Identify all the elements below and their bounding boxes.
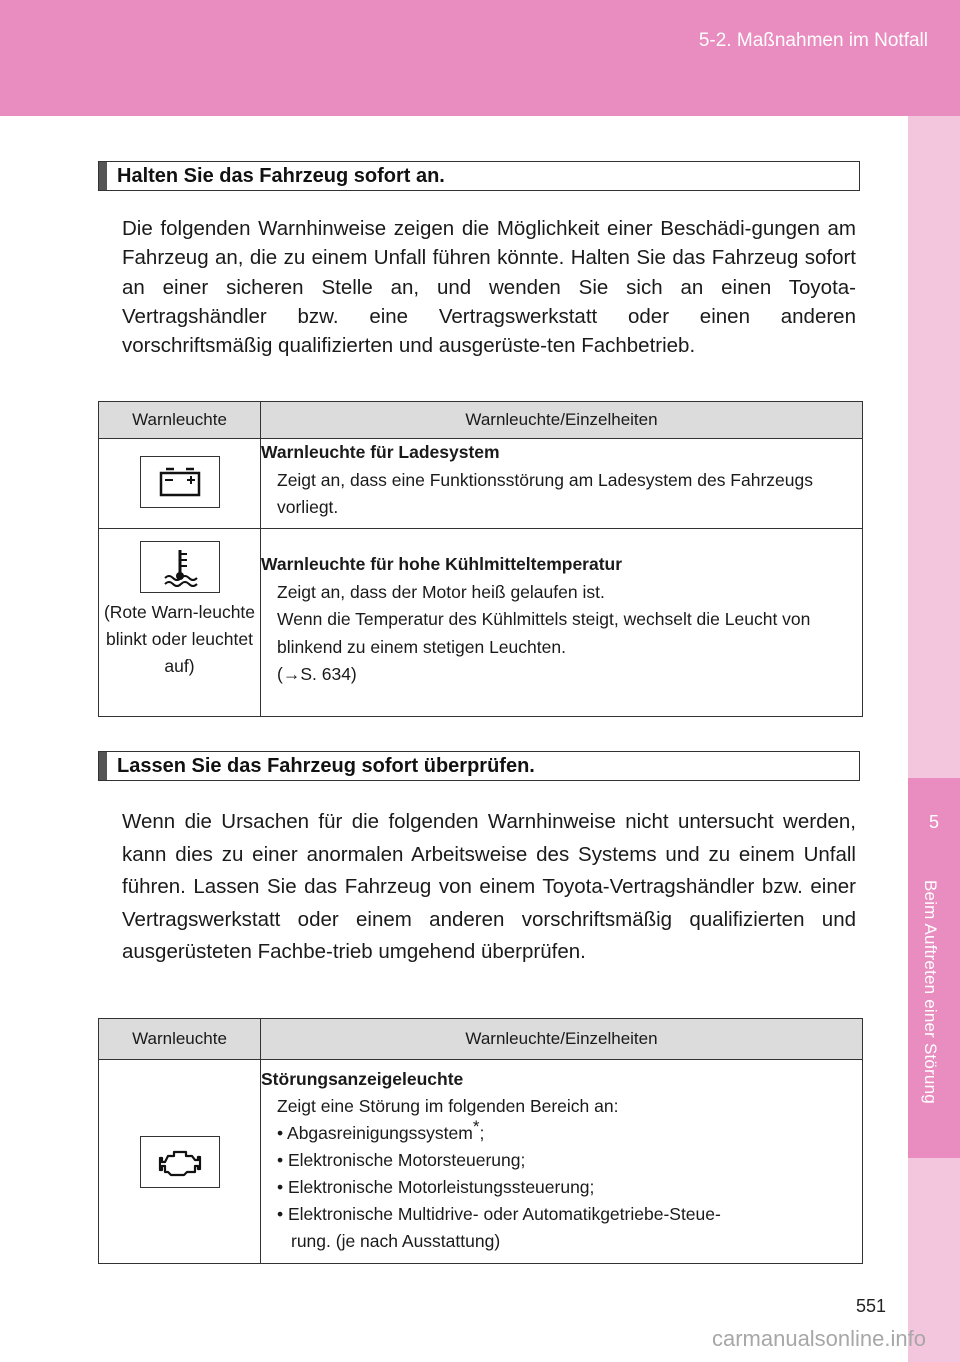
column-header: Warnleuchte/Einzelheiten xyxy=(261,1019,863,1060)
icon-cell xyxy=(99,529,261,717)
section-title: Lassen Sie das Fahrzeug sofort überprüfen. xyxy=(117,754,535,777)
warning-detail: Zeigt an, dass eine Funktionsstörung am Ladesystem des Fahrzeugs vorliegt. xyxy=(277,469,813,517)
list-item: • Elektronische Motorleistungssteuerung; xyxy=(277,1177,595,1197)
warning-detail: Zeigt eine Störung im folgenden Bereich an: xyxy=(277,1096,619,1116)
table-row xyxy=(99,439,863,529)
icon-cell xyxy=(99,1060,261,1264)
heading-bar xyxy=(99,752,107,780)
column-header: Warnleuchte/Einzelheiten xyxy=(261,402,863,439)
list-item xyxy=(261,1117,862,1147)
warning-table xyxy=(98,1018,863,1264)
icon-cell xyxy=(99,439,261,529)
heading-bar xyxy=(99,162,107,190)
page-reference: (→S. 634) xyxy=(277,664,357,684)
list-item: • Elektronische Multidrive- oder Automatikgetriebe-Steue- xyxy=(277,1204,721,1224)
description-cell xyxy=(261,1060,863,1264)
table-row xyxy=(99,1060,863,1264)
list-item: • Elektronische Motorsteuerung; xyxy=(277,1150,526,1170)
coolant-temperature-icon xyxy=(140,541,220,593)
description-cell xyxy=(261,439,863,529)
table-header-row xyxy=(99,402,863,439)
section-header: 5-2. Maßnahmen im Notfall xyxy=(698,30,928,51)
warning-title: Warnleuchte für hohe Kühlmitteltemperatur xyxy=(261,554,623,574)
sidebar-band xyxy=(908,116,960,1362)
chapter-title: Beim Auftreten einer Störung xyxy=(921,880,940,1104)
page-number: 551 xyxy=(856,1296,887,1316)
chapter-number: 5 xyxy=(928,812,939,832)
list-item: rung. (je nach Ausstattung) xyxy=(291,1231,501,1251)
list-item-text: • Abgasreinigungssystem xyxy=(277,1123,473,1143)
section-title: Halten Sie das Fahrzeug sofort an. xyxy=(117,164,445,187)
column-header: Warnleuchte xyxy=(99,402,261,439)
column-header: Warnleuchte xyxy=(99,1019,261,1060)
header-band xyxy=(0,0,960,116)
section-heading-stop xyxy=(98,161,860,191)
warning-note: (Rote Warn-leuchte blinkt oder leuchtet auf) xyxy=(103,602,256,676)
warning-detail: Wenn die Temperatur des Kühlmittels steigt, wechselt die Leucht von blinkend zu einem stetigen Leuchten. xyxy=(277,609,811,657)
watermark: carmanualsonline.info xyxy=(711,1326,926,1351)
table-header-row xyxy=(99,1019,863,1060)
warning-table xyxy=(98,401,863,717)
description-cell xyxy=(261,529,863,717)
footnote-star: * xyxy=(472,1117,480,1137)
table-row xyxy=(99,529,863,717)
check-engine-icon xyxy=(140,1136,220,1188)
warning-detail: Zeigt an, dass der Motor heiß gelaufen ist. xyxy=(277,581,605,602)
list-item-suffix: ; xyxy=(479,1123,485,1143)
warning-title: Störungsanzeigeleuchte xyxy=(261,1069,464,1089)
battery-icon xyxy=(140,456,220,508)
warning-title: Warnleuchte für Ladesystem xyxy=(261,442,500,462)
intro-paragraph: Wenn die Ursachen für die folgenden Warnhinweise nicht untersucht werden, kann dies zu einer anormalen Arbeitsweise des Systems und zu einem Unfall führen. Lassen Sie das Fahrzeug von einem Toyota-Vertragshändler bzw. einer Vertragswerkstatt oder einem anderen vorschriftsmäßig qualifizierten und ausgerüsteten Fachbe-trieb umgehend überprüfen. xyxy=(122,810,856,963)
section-heading-check xyxy=(98,751,860,781)
intro-paragraph: Die folgenden Warnhinweise zeigen die Möglichkeit einer Beschädi-gungen am Fahrzeug an, die zu einem Unfall führen könnte. Halten Sie das Fahrzeug sofort an einer sicheren Stelle an, und wenden Sie sich an einen Toyota-Vertragshändler bzw. eine Vertragswerkstatt oder einen anderen vorschriftsmäßig qualifizierten und ausgerüste-ten Fachbetrieb. xyxy=(122,217,856,358)
